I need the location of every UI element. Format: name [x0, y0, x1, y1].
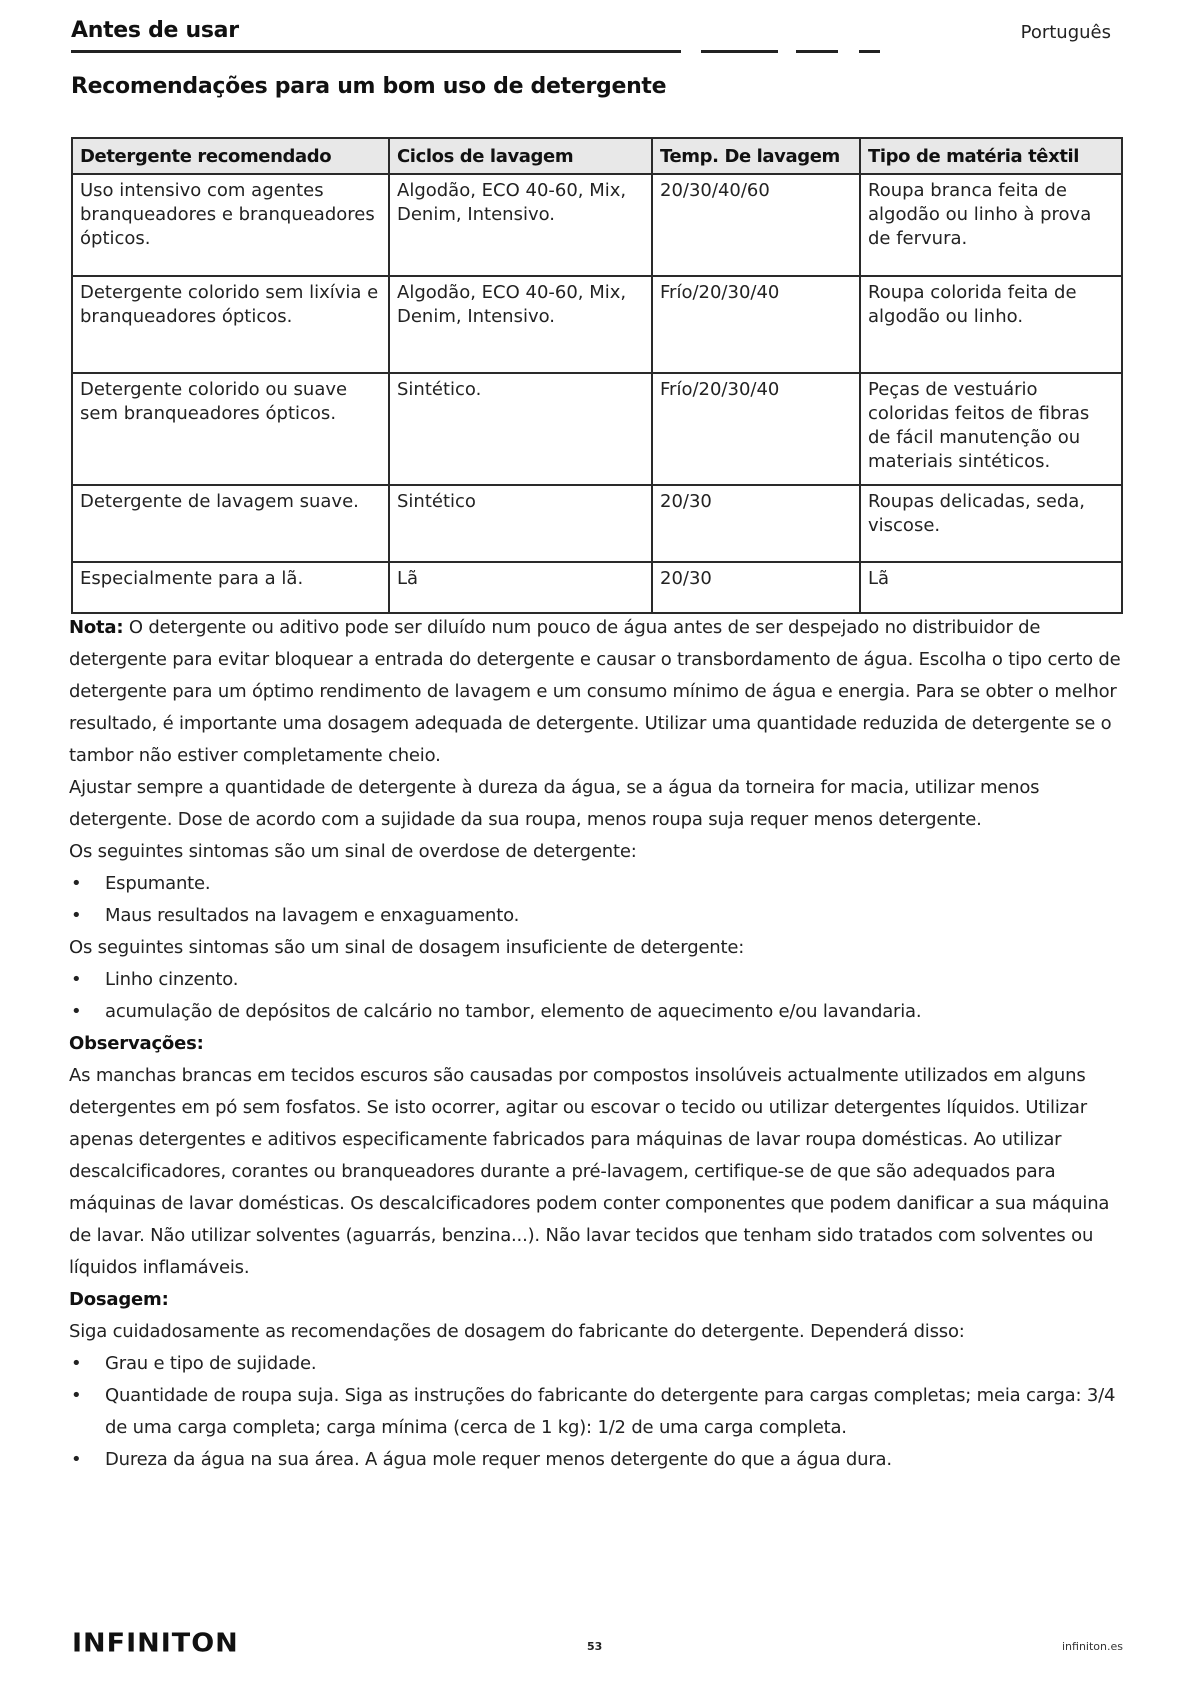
column-header: Temp. De lavagem: [652, 138, 860, 174]
website-url: infiniton.es: [1062, 1640, 1123, 1653]
page-number: 53: [587, 1640, 603, 1653]
list-item: • Linho cinzento.: [69, 964, 1129, 996]
column-header: Tipo de matéria têxtil: [860, 138, 1122, 174]
header-rule-segment: [859, 50, 880, 53]
detergent-recommendations-table: [71, 137, 1123, 614]
column-header: Detergente recomendado: [72, 138, 389, 174]
bullet-icon: •: [71, 1449, 82, 1470]
table-cell: Lã: [860, 562, 1122, 613]
table-cell: Sintético.: [389, 373, 652, 485]
bullet-icon: •: [71, 905, 82, 926]
table-cell: Detergente colorido ou suave sem branqueadores ópticos.: [72, 373, 389, 485]
table-cell: Peças de vestuário coloridas feitos de fibras de fácil manutenção ou materiais sintéticos.: [860, 373, 1122, 485]
list-item: • Quantidade de roupa suja. Siga as instruções do fabricante do detergente para cargas completas; meia carga: 3/4 de uma carga completa; carga mínima (cerca de 1 kg): 1/2 de uma carga completa.: [69, 1380, 1129, 1444]
table-row: [72, 276, 1122, 373]
table-row: [72, 562, 1122, 613]
list-item: • acumulação de depósitos de calcário no tambor, elemento de aquecimento e/ou lavandaria.: [69, 996, 1129, 1028]
list-item: • Dureza da água na sua área. A água mole requer menos detergente do que a água dura.: [69, 1444, 1129, 1476]
table-row: [72, 373, 1122, 485]
header-title: Antes de usar: [71, 18, 239, 43]
table-cell: Roupas delicadas, seda, viscose.: [860, 485, 1122, 562]
table-cell: 20/30/40/60: [652, 174, 860, 276]
table-cell: Roupa colorida feita de algodão ou linho.: [860, 276, 1122, 373]
observations-paragraph: As manchas brancas em tecidos escuros são causadas por compostos insolúveis actualmente utilizados em alguns detergentes em pó sem fosfatos. Se isto ocorrer, agitar ou escovar o tecido ou utilizar detergentes líquidos. Utilizar apenas detergentes e aditivos especificamente fabricados para máquinas de lavar roupa domésticas. Ao utilizar descalcificadores, corantes ou branqueadores durante a pré-lavagem, certifique-se de que são adequados para máquinas de lavar domésticas. Os descalcificadores podem conter componentes que podem danificar a sua máquina de lavar. Não utilizar solventes (aguarrás, benzina...). Não lavar tecidos que tenham sido tratados com solventes ou líquidos inflamáveis.: [69, 1065, 1110, 1278]
table-cell: Uso intensivo com agentes branqueadores e branqueadores ópticos.: [72, 174, 389, 276]
note-text: O detergente ou aditivo pode ser diluído num pouco de água antes de ser despejado no distribuidor de detergente para evitar bloquear a entrada do detergente e causar o transbordamento de água. Escolha o tipo certo de detergente para um óptimo rendimento de lavagem e um consumo mínimo de água e energia. Para se obter o melhor resultado, é importante uma dosagem adequada de detergente. Utilizar uma quantidade reduzida de detergente se o tambor não estiver completamente cheio.: [69, 617, 1121, 766]
table-cell: Algodão, ECO 40-60, Mix, Denim, Intensivo.: [389, 276, 652, 373]
table-cell: Frío/20/30/40: [652, 373, 860, 485]
header-rule-segment: [796, 50, 838, 53]
dosage-intro: Siga cuidadosamente as recomendações de dosagem do fabricante do detergente. Dependerá disso:: [69, 1321, 965, 1342]
observations-heading: Observações:: [69, 1033, 204, 1054]
header-rule: [71, 50, 681, 53]
table-cell: Roupa branca feita de algodão ou linho à prova de fervura.: [860, 174, 1122, 276]
table-cell: Frío/20/30/40: [652, 276, 860, 373]
list-item: • Espumante.: [69, 868, 1129, 900]
table-cell: Detergente colorido sem lixívia e branqueadores ópticos.: [72, 276, 389, 373]
bullet-icon: •: [71, 1353, 82, 1374]
dosage-heading: Dosagem:: [69, 1289, 169, 1310]
header-rule-segment: [701, 50, 778, 53]
bullet-icon: •: [71, 969, 82, 990]
table-header-row: [72, 138, 1122, 174]
underdose-intro: Os seguintes sintomas são um sinal de dosagem insuficiente de detergente:: [69, 937, 745, 958]
table-cell: Detergente de lavagem suave.: [72, 485, 389, 562]
list-item: • Grau e tipo de sujidade.: [69, 1348, 1129, 1380]
bullet-icon: •: [71, 873, 82, 894]
adjust-paragraph: Ajustar sempre a quantidade de detergente à dureza da água, se a água da torneira for macia, utilizar menos detergente. Dose de acordo com a sujidade da sua roupa, menos roupa suja requer menos detergente.: [69, 777, 1040, 830]
table-cell: Lã: [389, 562, 652, 613]
language-label: Português: [1020, 22, 1111, 43]
note-paragraph: [69, 612, 1129, 772]
body-text: [69, 612, 1129, 1476]
overdose-intro: Os seguintes sintomas são um sinal de overdose de detergente:: [69, 841, 637, 862]
table-row: [72, 174, 1122, 276]
column-header: Ciclos de lavagem: [389, 138, 652, 174]
table-row: [72, 485, 1122, 562]
table-cell: 20/30: [652, 485, 860, 562]
list-item: • Maus resultados na lavagem e enxaguamento.: [69, 900, 1129, 932]
brand-logo: INFINITON: [72, 1628, 239, 1659]
bullet-icon: •: [71, 1385, 82, 1406]
bullet-icon: •: [71, 1001, 82, 1022]
table-cell: Especialmente para a lã.: [72, 562, 389, 613]
table-cell: Sintético: [389, 485, 652, 562]
note-label: Nota:: [69, 617, 124, 638]
table-cell: Algodão, ECO 40-60, Mix, Denim, Intensivo.: [389, 174, 652, 276]
section-title: Recomendações para um bom uso de detergente: [71, 74, 667, 99]
table-cell: 20/30: [652, 562, 860, 613]
